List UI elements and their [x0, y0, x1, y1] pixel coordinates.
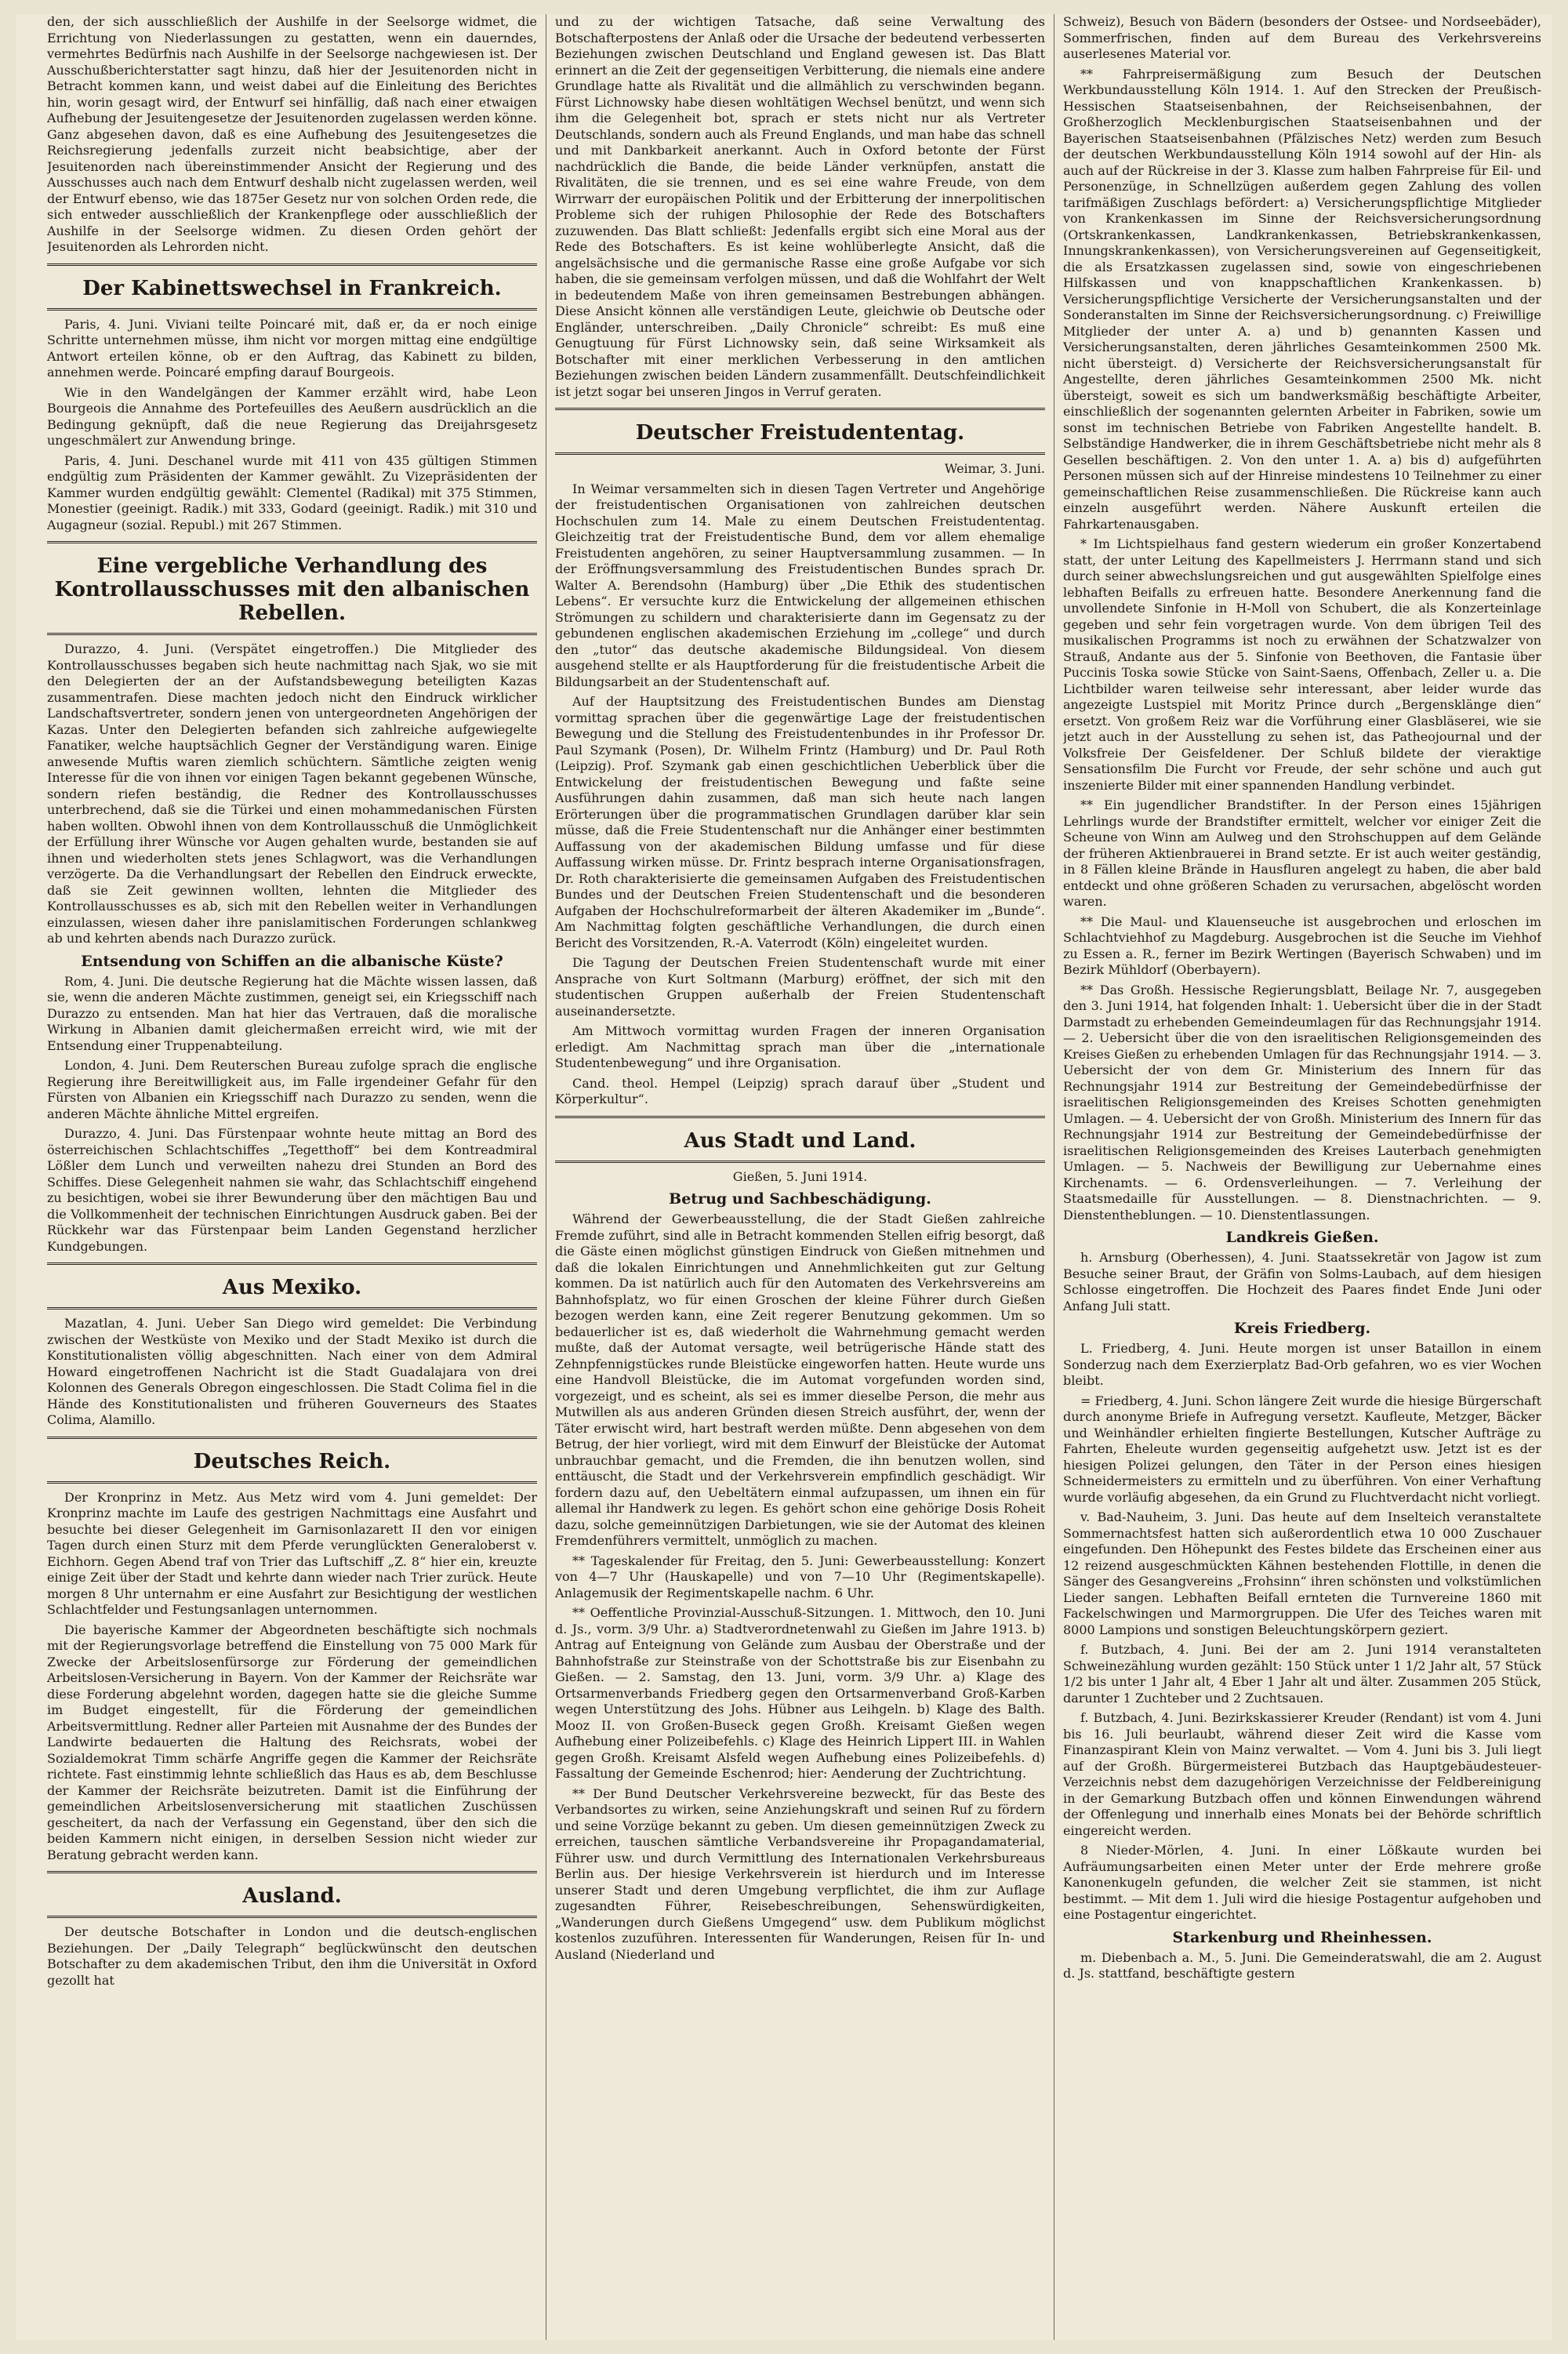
subheading-landkreis-giessen: Landkreis Gießen. [1225, 1229, 1379, 1246]
subheading-kreis-friedberg: Kreis Friedberg. [1233, 1320, 1371, 1337]
article-text: Schweiz), Besuch von Bädern (besonders der Ostsee- und Nordseebäder), Sommerfrischen, finden auf dem Bureau des Verkehrsvereins auserlesenes Material vor. [1063, 14, 1541, 61]
article-text: h. Arnsburg (Oberhessen), 4. Juni. Staatssekretär von Jagow ist zum Besuche seiner Braut, der Gräfin von Solms-Laubach, auf dem hiesigen Schlosse eingetroffen. Die Hochzeit des Paares findet Ende Juni oder Anfang Juli statt. [1063, 1250, 1541, 1313]
article-text: = Friedberg, 4. Juni. Schon längere Zeit wurde die hiesige Bürgerschaft durch anonyme Briefe in Aufregung versetzt. Kaufleute, Metzger, Bäcker und Weinhändler erhielten fingierte Bestellungen, Kutscher Aufträge zu Fahrten, Eheleute wurden gegenseitig aufgehetzt usw. Jetzt ist es der hiesigen Polizei gelungen, den Täter in der Person eines hiesigen Schneidermeisters zu ermitteln und zu überführen. Von einer Verhaftung wurde vorläufig abgesehen, da ein Grund zu Fluchtverdacht nicht vorliegt. [1063, 1393, 1541, 1505]
article-text: Wie in den Wandelgängen der Kammer erzählt wird, habe Leon Bourgeois die Annahme des Portefeuilles des Aeußern ausdrücklich an die Bedingung geknüpft, daß die neue Regierung das Dreijahrsgesetz ungeschmälert zur Anwendung bringe. [47, 384, 537, 448]
subheading-betrug: Betrug und Sachbeschädigung. [669, 1190, 931, 1208]
article-text: ** Ein jugendlicher Brandstifter. In der Person eines 15jährigen Lehrlings wurde der Brandstifter ermittelt, welcher vor einiger Zeit die Scheune von Winn am Aulweg und den Strohschuppen auf dem Gelände der früheren Aktienbrauerei in Brand setzte. Er ist auch weiter geständig, in 8 Fällen kleine Brände in Hausfluren angelegt zu haben, die aber bald entdeckt und ohne größeren Schaden zu verursachen, abgelöscht worden waren. [1063, 797, 1541, 909]
article-text: Paris, 4. Juni. Deschanel wurde mit 411 von 435 gültigen Stimmen endgültig zum Präsidenten der Kammer gewählt. Zu Vizepräsidenten der Kammer wurden endgültig gewählt: Clementel (Radikal) mit 375 Stimmen, Monestier (geeinigt. Radik.) mit 333, Godard (geeinigt. Radik.) mit 310 und Augagneur (sozial. Republ.) mit 267 Stimmen. [47, 452, 537, 532]
article-text: ** Tageskalender für Freitag, den 5. Juni: Gewerbeausstellung: Konzert von 4—7 Uhr (Hauskapelle) und von 7—10 Uhr (Regimentskapelle). Anlagemusik der Regimentskapelle nachm. 6 Uhr. [555, 1553, 1045, 1600]
article-text: den, der sich ausschließlich der Aushilfe in der Seelsorge widmet, die Errichtung von Niederlassungen zu gestatten, wenn ein dauerndes, vermehrtes Bedürfnis nach Aushilfe in der Seelsorge nachgewiesen ist. Der Ausschußberichterstatter sagt hinzu, daß hier der Jesuitenorden nicht in Betracht kommen kann, und weist dabei auf die Einleitung des Berichtes hin, worin gesagt wird, der Entwurf sei hinfällig, daß nach einer etwaigen Aufhebung der Jesuitengesetze der Jesuitenorden zugelassen werden könne. Ganz abgesehen davon, daß es eine Aufhebung des Jesuitengesetzes die Reichsregierung jedenfalls zurzeit nicht beabsichtige, aber der Jesuitenorden nach übereinstimmender Ansicht der Regierung und des Ausschusses auch nach dem Entwurf deshalb nicht zugelassen werden, weil der Entwurf ebenso, wie das 1875er Gesetz nur von solchen Orden rede, die sich entweder ausschließlich der Krankenpflege oder ausschließlich der Aushilfe in der Seelsorge widmen. Zu diesen Orden gehört der Jesuitenorden als Lehrorden nicht. [47, 14, 537, 254]
dateline: Weimar, 3. Juni. [944, 461, 1045, 476]
article-text: und zu der wichtigen Tatsache, daß seine Verwaltung des Botschafterpostens der Anlaß oder die Ursache der bedeutend verbesserten Beziehungen zwischen Deutschland und England gewesen ist. Das Blatt erinnert an die Zeit der gegenseitigen Verbitterung, die niemals eine andere Grundlage hatte als Rivalität und die allmählich zu verschwinden begann. Fürst Lichnowsky habe diesen wohltätigen Wechsel benützt, und wenn sich ihm die Gelegenheit bot, sprach er stets nicht nur als Vertreter Deutschlands, sondern auch als Freund Englands, und man habe das schnell und mit Dankbarkeit anerkannt. Auch in Oxford betonte der Fürst nachdrücklich die Bande, die beide Länder verknüpfen, anstatt die Rivalitäten, die sie trennen, und es sei eine wahre Freude, von dem Wirrwarr der europäischen Politik und der Erbitterung der innerpolitischen Probleme sich der ruhigen Philosophie der Rede des Botschafters zuzuwenden. Das Blatt schließt: Jedenfalls ergibt sich eine Moral aus der Rede des Botschafters. Es ist keine wohlüberlegte Ansicht, daß die angelsächsische und die germanische Rasse eine große Aufgabe vor sich haben, die sie gemeinsam verfolgen müssen, und daß die Wohlfahrt der Welt in bedeutendem Maße von ihren gemeinsamen Bestrebungen abhängen. Diese Ansicht können alle verständigen Leute, gleichwie ob Deutsche oder Engländer, unterschreiben. „Daily Chronicle“ schreibt: Es muß eine Genugtuung für Fürst Lichnowsky sein, daß seine Wirksamkeit als Botschafter mit einer merklichen Verbesserung in den amtlichen Beziehungen zwischen beiden Ländern zusammenfällt. Deutschfeindlichkeit ist jetzt sogar bei unseren Jingos in Verruf geraten. [555, 14, 1045, 399]
article-text: Der deutsche Botschafter in London und die deutsch-englischen Beziehungen. Der „Daily Telegraph“ beglückwünscht den deutschen Botschafter zu dem akademischen Tribut, den ihm die Universität in Oxford gezollt hat [47, 1924, 537, 1988]
article-text: Während der Gewerbeausstellung, die der Stadt Gießen zahlreiche Fremde zuführt, sind alle in Betracht kommenden Stellen eifrig besorgt, daß die Gäste einen möglichst günstigen Eindruck von Gießen mitnehmen und daß die lokalen Einrichtungen und Annehmlichkeiten gut zur Geltung kommen. Da ist natürlich auch für den Automaten des Verkehrsvereins am Bahnhofsplatz, wo für einen Groschen der kleine Führer durch Gießen bezogen werden kann, eine Zeit regerer Benutzung gekommen. Um so bedauerlicher ist es, daß wiederholt die Wahrnehmung gemacht werden mußte, daß der Automat versagte, weil betrügerische Hände statt des Zehnpfennigstückes runde Bleistücke eingeworfen hatten. Heute wurde uns eine Handvoll Bleistücke, die im Automat vorgefunden worden sind, vorgezeigt, und es scheint, als sei es immer dieselbe Person, die mehr aus Mutwillen als aus anderen Gründen diesen Streich ausführt, der, wenn der Täter erwischt wird, hart bestraft werden müßte. Denn abgesehen von dem Betrug, der hier vorliegt, wird mit dem Einwurf der Bleistücke der Automat unbrauchbar gemacht, und die Fremden, die ihn benutzen wollen, sind enttäuscht, die Stadt und der Verkehrsverein empfindlich geschädigt. Wir fordern dazu auf, den Uebeltätern einmal aufzupassen, um ihnen ein für allemal ihr Handwerk zu legen. Es gehört schon eine gehörige Dosis Roheit dazu, solche gemeinnützigen Darbietungen, wie sie der Automat des kleinen Fremdenführers vermittelt, unmöglich zu machen. [555, 1212, 1045, 1548]
article-text: Mazatlan, 4. Juni. Ueber San Diego wird gemeldet: Die Verbindung zwischen der Westküste von Mexiko und der Stadt Mexiko ist durch die Konstitutionalisten völlig abgeschnitten. Nach einer von dem Admiral Howard eingetroffenen Nachricht ist die Stadt Guadalajara von drei Kolonnen des Generals Obregon eingeschlossen. Die Stadt Colima fiel in die Hände des Konstitutionalisten und früheren Gouverneurs des Staates Colima, Alamillo. [47, 1316, 537, 1427]
subheading-schiffe: Entsendung von Schiffen an die albanische Küste? [81, 952, 503, 970]
article-text: Die Tagung der Deutschen Freien Studentenschaft wurde mit einer Ansprache von Kurt Soltmann (Marburg) eröffnet, der sich mit den studentischen Gruppen außerhalb der Freien Studentenschaft auseinandersetzte. [555, 955, 1045, 1019]
subheading-starkenburg: Starkenburg und Rheinhessen. [1172, 1928, 1432, 1946]
article-text: ** Fahrpreisermäßigung zum Besuch der Deutschen Werkbundausstellung Köln 1914. 1. Auf den Strecken der Preußisch-Hessischen Staatseisenbahnen, der Reichseisenbahnen, der Großherzoglich Mecklenburgischen Staatseisenbahnen und der Bayerischen Staatseisenbahnen (Pfälzisches Netz) werden zum Besuch der deutschen Werkbundausstellung Köln 1914 sowohl auf der Hin- als auch auf der Rückreise in der 3. Klasse zum halben Fahrpreise für Eil- und Personenzüge, in Schnellzügen außerdem gegen Zahlung des vollen tarifmäßigen Zuschlags befördert: a) Versicherungspflichtige Mitglieder von Krankenkassen im Sinne der Reichsversicherungsordnung (Ortskrankenkassen, Landkrankenkassen, Betriebskrankenkassen, Innungskrankenkassen), von Versicherungsvereinen auf Gegenseitigkeit, die als Ersatzkassen zugelassen sind, sowie von eingeschriebenen Hilfskassen und von knappschaftlichen Krankenkassen. b) Versicherungspflichtige Versicherte der Versicherungsanstalten und der Sonderanstalten im Sinne der Reichsversicherungsordnung. c) Freiwillige Mitglieder der unter A. a) und b) genannten Kassen und Versicherungsanstalten, deren jährliches Gesamteinkommen 2500 Mk. nicht übersteigt. d) Versicherte der Reichsversicherungsanstalt für Angestellte, deren jährliches Gesamteinkommen 2500 Mk. nicht übersteigt, soweit es sich um bandwerksmäßig beschäftigte Arbeiter, einschließlich der sogenannten gelernten Arbeiter in Fabriken, sowie um sonst im technischen Betriebe von Fabriken Angestellte handelt. B. Selbständige Handwerker, die in ihrem Geschäftsbetriebe nicht mehr als 8 Gesellen beschäftigen. 2. Von den unter 1. A. a) bis d) aufgeführten Personen müssen sich auf der Hinreise mindestens 10 Teilnehmer zu einer gemeinschaftlichen Reise zusammenschließen. Die Rückreise kann auch einzeln ausgeführt werden. Nähere Auskunft erteilen die Fahrkartenausgaben. [1063, 66, 1541, 532]
article-text: Durazzo, 4. Juni. Das Fürstenpaar wohnte heute mittag an Bord des österreichischen Schlachtschiffes „Tegetthoff“ bei dem Kontreadmiral Lößler dem Lunch und verweilten nahezu drei Stunden an Bord des Schiffes. Diese Gelegenheit nahmen sie wahr, das Schlachtschiff eingehend zu besichtigen, wobei sie ihrer Bewunderung über den mächtigen Bau und die Vollkommenheit der technischen Einrichtungen Ausdruck gaben. Bei der Rückkehr war das Fürstenpaar beim Landen Gegenstand herzlicher Kundgebungen. [47, 1126, 537, 1254]
article-text: * Im Lichtspielhaus fand gestern wiederum ein großer Konzertabend statt, der unter Leitung des Kapellmeisters J. Herrmann stand und sich durch seiner abwechslungsreichen und gut ausgewählten Spielfolge eines lebhaften Beifalls zu erfreuen hatte. Besondere Anerkennung fand die unvollendete Sinfonie in H-Moll von Schubert, die als Konzerteinlage gegeben und sehr fein vorgetragen wurde. Von dem übrigen Teil des musikalischen Programms ist noch zu erwähnen der Schatzwalzer von Strauß, Andante aus der 5. Sinfonie von Beethoven, die Fantasie über Puccinis Toska sowie Stücke von Saint-Saens, Offenbach, Zeller u. a. Die Lichtbilder waren teilweise sehr interessant, aber leider wurde das angezeigte Lustspiel mit Moritz Prince durch „Bergensklänge dien“ ersetzt. Von großem Reiz war die Vorführung einer Glasbläserei, wie sie jetzt auch in der Ausstellung zu sehen ist, das Patheojournal und der Volksfreie Der Geisfeldener. Der Schluß bildete der vieraktige Sensationsfilm Die Furcht vor Freude, der sehr schöne und auch gut inszenierte Bilder mit einer spannenden Handlung verbindet. [1063, 536, 1541, 793]
headline-freistudententag: Deutscher Freistudententag. [635, 421, 965, 445]
article-text: ** Das Großh. Hessische Regierungsblatt, Beilage Nr. 7, ausgegeben den 3. Juni 1914, hat folgenden Inhalt: 1. Uebersicht über die in der Stadt Darmstadt zu erhebenden Gemeindeumlagen für das Rechnungsjahr 1914. — 2. Uebersicht über die von den israelitischen Religionsgemeinden des Kreises Gießen zu erhebenden Umlagen für das Rechnungsjahr 1914. — 3. Uebersicht der von dem Gr. Ministerium des Innern für das Rechnungsjahr 1914 zur Bestreitung der Gemeindebedürfnisse der israelitischen Religionsgemeinden des Kreises Schotten genehmigten Umlagen. — 4. Uebersicht der von Großh. Ministerium des Innern für das Rechnungsjahr 1914 zur Bestreitung der Gemeindebedürfnisse der israelitischen Religionsgemeinden des Kreises Lauterbach genehmigten Umlagen. — 5. Nachweis der Bewilligung zur Uebernahme eines Kirchenamts. — 6. Ordensverleihungen. — 7. Verleihung der Staatsmedaille für Ausstellungen. — 8. Dienstnachrichten. — 9. Dienstentheblungen. — 10. Dienstentlassungen. [1063, 982, 1541, 1222]
article-text: Die bayerische Kammer der Abgeordneten beschäftigte sich nochmals mit der Regierungsvorlage betreffend die Einstellung von 75 000 Mark für Zwecke der Arbeitslosenfürsorge zur Förderung der gemeindlichen Arbeitslosen-Versicherung in Bayern. Von der Kammer der Reichsräte war diese Forderung abgelehnt worden, dagegen hatte sie die gleiche Summe im Budget eingestellt, für die Förderung der gemeindlichen Arbeitsvermittlung. Redner aller Parteien mit Ausnahme der des Bundes der Landwirte bedauerten die Haltung des Reichsrats, wobei der Sozialdemokrat Timm schärfe Angriffe gegen die Kammer der Reichsräte richtete. Fast einstimmig lehnte schließlich das Haus es ab, dem Beschlusse der Kammer der Reichsräte beizutreten. Damit ist die Einführung der gemeindlichen Arbeitslosenversicherung mit staatlichen Zuschüssen gescheitert, da nach der Verfassung ein Gegenstand, über den sich die beiden Kammern nicht einigen, in derselben Session nicht wieder zur Beratung gebracht werden kann. [47, 1622, 537, 1862]
article-text: 8 Nieder-Mörlen, 4. Juni. In einer Lößkaute wurden bei Aufräumungsarbeiten einen Meter unter der Erde mehrere große Kanonenkugeln gefunden, die welcher Zeit sie stammen, ist nicht bestimmt. — Mit dem 1. Juli wird die hiesige Postagentur aufgehoben und eine Postagentur eingerichtet. [1063, 1843, 1541, 1922]
article-text: ** Die Maul- und Klauenseuche ist ausgebrochen und erloschen im Schlachtviehhof zu Magdeburg. Ausgebrochen ist die Seuche im Viehhof zu Essen a. R., ferner im Bezirk Wertingen (Bayerisch Schwaben) und im Bezirk Mühldorf (Oberbayern). [1063, 914, 1541, 977]
article-text: ** Der Bund Deutscher Verkehrsvereine bezweckt, für das Beste des Verbandsortes zu wirken, seine Anziehungskraft und seinen Ruf zu fördern und seine Vorzüge bekannt zu geben. Um diesen gemeinnützigen Zweck zu erreichen, tauschen sämtliche Verbandsvereine ihr Propagandamaterial, Führer usw. und durch Vermittlung des Internationalen Verkehrsbureaus Berlin aus. Der hiesige Verkehrsverein ist hierdurch und im Interesse unserer Stadt und deren Umgebung verpflichtet, die ihm zur Auflage zugesandten Führer, Reisebeschreibungen, Sehenswürdigkeiten, „Wanderungen durch Gießens Umgegend“ usw. dem Publikum möglichst kostenlos zuzuführen. Interessenten für Wanderungen, Reisen für In- und Ausland (Niederland und [555, 1785, 1045, 1962]
article-text: Auf der Hauptsitzung des Freistudentischen Bundes am Dienstag vormittag sprachen über die gegenwärtige Lage der freistudentischen Bewegung und die Stellung des Freistudentenbundes in ihr Professor Dr. Paul Szymank (Posen), Dr. Wilhelm Frintz (Hamburg) und Dr. Paul Roth (Leipzig). Prof. Szymank gab einen geschichtlichen Ueberblick über die Entwickelung der freistudentischen Bewegung und faßte seine Ausführungen dahin zusammen, daß man sich heute nach langen Erörterungen über die programmatischen Grundlagen darüber klar sein müsse, daß die Freie Studentenschaft nur die Anhänger einer bestimmten Auffassung von der akademischen Bildung umfasse und für diese Auffassung wirken müsse. Dr. Frintz besprach interne Organisationsfragen, Dr. Roth charakterisierte die gemeinsamen Aufgaben des Freistudentischen Bundes und der Deutschen Freien Studentenschaft und die besonderen Aufgaben der Hochschulreformarbeit der älteren Akademiker im „Bunde“. Am Nachmittag folgten geschäftliche Verhandlungen, die durch einen Bericht des Vorsitzenden, R.-A. Vaterrodt (Köln) eingeleitet wurden. [555, 694, 1045, 950]
article-text: London, 4. Juni. Dem Reuterschen Bureau zufolge sprach die englische Regierung ihre Bereitwilligkeit aus, im Falle irgendeiner Gefahr für den Fürsten von Albanien ein Kriegsschiff nach Durazzo zu senden, wenn die anderen Mächte ähnliche Mittel ergreifen. [47, 1058, 537, 1121]
article-text: Der Kronprinz in Metz. Aus Metz wird vom 4. Juni gemeldet: Der Kronprinz machte im Laufe des gestrigen Nachmittags eine Ausfahrt und besuchte bei dieser Gelegenheit im Garnisonlazarett II den vor einigen Tagen durch einen Sturz mit dem Pferde verunglückten Generaloberst v. Eichhorn. Gegen Abend traf von Trier das Luftschiff „Z. 8“ hier ein, kreuzte einige Zeit über der Stadt und kehrte dann wieder nach Trier zurück. Heute morgen 8 Uhr unternahm er eine Ausfahrt zur Besichtigung der westlichen Schlachtfelder und Festungsanlagen unternommen. [47, 1489, 537, 1617]
article-text: m. Diebenbach a. M., 5. Juni. Die Gemeinderatswahl, die am 2. August d. Js. stattfand, beschäftigte gestern [1063, 1949, 1541, 1981]
article-text: L. Friedberg, 4. Juni. Heute morgen ist unser Bataillon in einem Sonderzug nach dem Exerzierplatz Bad-Orb gefahren, wo es vier Wochen bleibt. [1063, 1341, 1541, 1388]
dateline: Gießen, 5. Juni 1914. [732, 1168, 868, 1184]
headline-mexiko: Aus Mexiko. [222, 1276, 362, 1299]
article-text: In Weimar versammelten sich in diesen Tagen Vertreter und Angehörige der freistudentischen Organisationen von zahlreichen deutschen Hochschulen zum 14. Male zu einem Deutschen Freistudententag. Gleichzeitig trat der Freistudentische Bund, dem vor allem ehemalige Freistudenten angehören, zu seiner Hauptversammlung zusammen. — In der Eröffnungsversammlung des Freistudentischen Bundes sprach Dr. Walter A. Berendsohn (Hamburg) über „Die Ethik des studentischen Lebens“. Er versuchte kurz die Entwickelung der allgemeinen ethischen Strömungen zu schildern und charakterisierte dann im Gegensatz zu der gebundenen englischen akademischen Erziehung im „college“ und durch den „tutor“ das deutsche akademische Bildungsideal. Von diesem ausgehend stellte er als Hauptforderung für die freistudentische Arbeit die Bildungsarbeit an der Studentenschaft auf. [555, 481, 1045, 689]
headline-stadt-und-land: Aus Stadt und Land. [684, 1128, 916, 1153]
headline-kabinettswechsel: Der Kabinettswechsel in Frankreich. [82, 276, 502, 300]
article-text: f. Butzbach, 4. Juni. Bei der am 2. Juni 1914 veranstalteten Schweinezählung wurden gezählt: 150 Stück unter 1 1/2 Jahr alt, 57 Stück 1/2 bis unter 1 Jahr alt, 4 Eber 1 Jahr alt und älter. Zusammen 205 Stück, darunter 1 Zuchteber und 2 Zuchtsauen. [1063, 1642, 1541, 1706]
article-text: Paris, 4. Juni. Viviani teilte Poincaré mit, daß er, da er noch einige Schritte unternehmen müsse, ihm nicht vor morgen mittag eine endgültige Antwort erteilen könne, ob er den Auftrag, das Kabinett zu bilden, annehmen werde. Poincaré empfing darauf Bourgeois. [47, 316, 537, 380]
headline-albanien: Eine vergebliche Verhandlung des Kontrollausschusses mit den albanischen Rebellen. [54, 554, 530, 625]
column-2 [555, 14, 1045, 1967]
newspaper-page [16, 14, 1552, 2340]
column-3 [1063, 14, 1541, 1986]
column-1 [47, 14, 537, 1993]
article-text: Am Mittwoch vormittag wurden Fragen der inneren Organisation erledigt. Am Nachmittag sprach man über die „internationale Studentenbewegung“ und ihre Organisation. [555, 1023, 1045, 1070]
article-text: ** Oeffentliche Provinzial-Ausschuß-Sitzungen. 1. Mittwoch, den 10. Juni d. Js., vorm. 3/9 Uhr. a) Stadtverordnetenwahl zu Gießen im Jahre 1913. b) Antrag auf Enteignung von Gelände zum Ausbau der Oberstraße und der Bahnhofstraße zur Steinstraße von der Schottstraße bis zur Eisenbahn zu Gießen. — 2. Samstag, den 13. Juni, vorm. 3/9 Uhr. a) Klage des Ortsarmenverbands Friedberg gegen den Ortsarmenverband Groß-Karben wegen Unterstützung des Johs. Hübner aus Leihgeln. b) Klage des Balth. Mooz II. von Großen-Buseck gegen Großh. Kreisamt Gießen wegen Aufhebung einer Polizeibefehls. c) Klage des Heinrich Lippert III. in Wahlen gegen Großh. Kreisamt Alsfeld wegen Aufhebung eines Polizeibefehls. d) Fassaltung der Gemeinde Eschenrod; hier: Aenderung der Zuchtrichtung. [555, 1605, 1045, 1781]
article-text: v. Bad-Nauheim, 3. Juni. Das heute auf dem Inselteich veranstaltete Sommernachtsfest hatten sich außerordentlich etwa 10 000 Zuschauer eingefunden. Den Höhepunkt des Festes bildete das Erscheinen einer aus 12 reizend ausgeschmückten Kähnen bestehenden Flottille, in denen die Sänger des Gesangvereins „Frohsinn“ ihren schönsten und volkstümlichen Lieder sangen. Lebhaften Beifall ernteten die Turnvereine 1860 mit Fackelschwingen und Marmorgruppen. Die Ufer des Teiches waren mit 8000 Lampions und sonstigen Beleuchtungskörpern geziert. [1063, 1509, 1541, 1637]
article-text: Rom, 4. Juni. Die deutsche Regierung hat die Mächte wissen lassen, daß sie, wenn die anderen Mächte zustimmen, geneigt sei, ein Kriegsschiff nach Durazzo zu entsenden. Man hat hier das Vertrauen, daß die moralische Wirkung in Albanien damit gleichermaßen erreicht wird, wie mit der Entsendung einer Truppenabteilung. [47, 973, 537, 1053]
article-text: Cand. theol. Hempel (Leipzig) sprach darauf über „Student und Körperkultur“. [555, 1075, 1045, 1106]
headline-deutsches-reich: Deutsches Reich. [193, 1449, 391, 1473]
headline-ausland: Ausland. [242, 1884, 342, 1908]
article-text: Durazzo, 4. Juni. (Verspätet eingetroffen.) Die Mitglieder des Kontrollausschusses begaben sich heute nachmittag nach Sjak, wo sie mit den Delegierten der an der Aufstandsbewegung beteiligten Kazas zusammentrafen. Diese machten jedoch nicht den Eindruck wirklicher Landschaftsvertreter, sondern jenen von untergeordneten Angehörigen der Kazas. Unter den Delegierten befanden sich zahlreiche aufgewiegelte Fanatiker, welche hauptsächlich Gegner der Verständigung waren. Einige anwesende Muftis waren ziemlich schüchtern. Sämtliche zeigten wenig Interesse für die von ihnen vor einigen Tagen bekannt gegebenen Wünsche, sondern riefen beständig, die Redner des Kontrollausschusses unterbrechend, daß sie die Türkei und einen mohammedanischen Fürsten haben wollten. Obwohl ihnen von dem Kontrollausschuß die Unmöglichkeit der Erfüllung ihrer Wünsche vor Augen gehalten wurde, bestanden sie auf ihnen und wiederholten stets jenes Schlagwort, was die Verhandlungen verzögerte. Da die Verhandlungsart der Rebellen den Eindruck erweckte, daß sie Zeit gewinnen wollten, lehnten die Mitglieder des Kontrollausschusses es ab, sich mit den Rebellen weiter in Verhandlungen einzulassen, wiesen daher ihre panislamitischen Forderungen schlankweg ab und kehrten abends nach Durazzo zurück. [47, 641, 537, 946]
article-text: f. Butzbach, 4. Juni. Bezirkskassierer Kreuder (Rendant) ist vom 4. Juni bis 16. Juli beurlaubt, während dieser Zeit wird die Kasse vom Finanzaspirant Klein von Mainz verwaltet. — Vom 4. Juni bis 3. Juli liegt auf der Großh. Bürgermeisterei Butzbach das Hauptgebäudesteuer-Verzeichnis nebst dem dazugehörigen Verzeichnisse der Feldbereinigung in der Gemarkung Butzbach offen und können Einwendungen während der Offenlegung und innerhalb eines Monats bei der Behörde schriftlich eingereicht werden. [1063, 1710, 1541, 1838]
